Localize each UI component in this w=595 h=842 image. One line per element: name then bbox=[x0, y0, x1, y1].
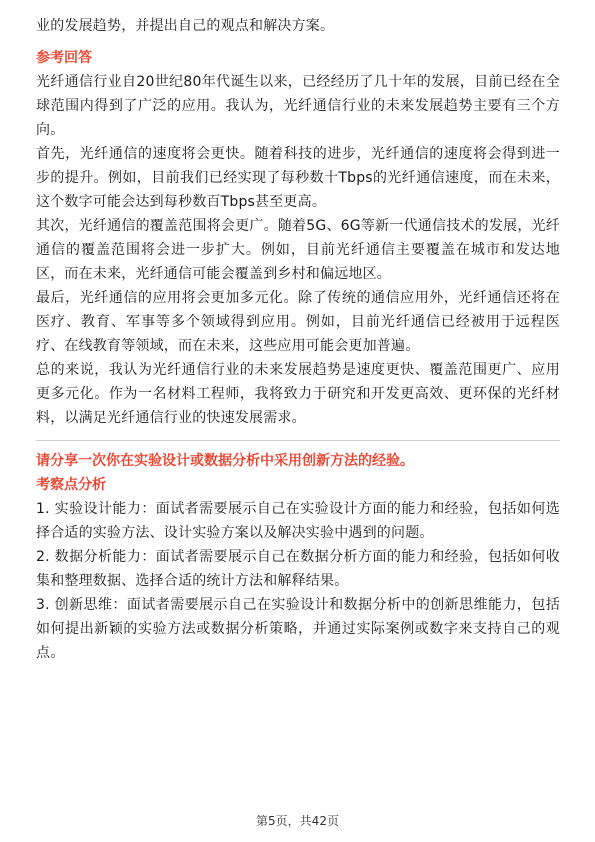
analysis-item: 1. 实验设计能力：面试者需要展示自己在实验设计方面的能力和经验，包括如何选择合适的实验方法、设计实验方案以及解决实验中遇到的问题。 bbox=[36, 501, 560, 541]
question-title: 请分享一次你在实验设计或数据分析中采用创新方法的经验。 bbox=[36, 453, 414, 469]
answer-paragraph: 最后，光纤通信的应用将会更加多元化。除了传统的通信应用外，光纤通信还将在医疗、教育、军事等多个领域得到应用。例如，目前光纤通信已经被用于远程医疗、在线教育等领域，而在未来，这些应用可能会更加普遍。 bbox=[36, 290, 560, 354]
section-divider bbox=[36, 440, 560, 441]
analysis-item: 2. 数据分析能力：面试者需要展示自己在数据分析方面的能力和经验，包括如何收集和整理数据、选择合适的统计方法和解释结果。 bbox=[36, 549, 560, 589]
page-content bbox=[36, 14, 560, 665]
analysis-item: 3. 创新思维：面试者需要展示自己在实验设计和数据分析中的创新思维能力，包括如何提出新颖的实验方法或数据分析策略，并通过实际案例或数字来支持自己的观点。 bbox=[36, 597, 560, 661]
answer-paragraph: 光纤通信行业自20世纪80年代诞生以来，已经经历了几十年的发展，目前已经在全球范围内得到了广泛的应用。我认为，光纤通信行业的未来发展趋势主要有三个方向。 bbox=[36, 74, 560, 138]
intro-tail: 业的发展趋势，并提出自己的观点和解决方案。 bbox=[36, 18, 335, 34]
answer-heading: 参考回答 bbox=[36, 50, 92, 66]
page-number: 第5页，共42页 bbox=[256, 814, 339, 828]
answer-paragraph: 其次，光纤通信的覆盖范围将会更广。随着5G、6G等新一代通信技术的发展，光纤通信的覆盖范围将会进一步扩大。例如，目前光纤通信主要覆盖在城市和发达地区，而在未来，光纤通信可能会覆盖到乡村和偏远地区。 bbox=[36, 218, 560, 282]
answer-paragraph: 总的来说，我认为光纤通信行业的未来发展趋势是速度更快、覆盖范围更广、应用更多元化。作为一名材料工程师，我将致力于研究和开发更高效、更环保的光纤材料，以满足光纤通信行业的快速发展需求。 bbox=[36, 362, 560, 426]
analysis-heading: 考察点分析 bbox=[36, 477, 106, 493]
answer-paragraph: 首先，光纤通信的速度将会更快。随着科技的进步，光纤通信的速度将会得到进一步的提升。例如，目前我们已经实现了每秒数十Tbps的光纤通信速度，而在未来，这个数字可能会达到每秒数百Tbps甚至更高。 bbox=[36, 146, 560, 210]
